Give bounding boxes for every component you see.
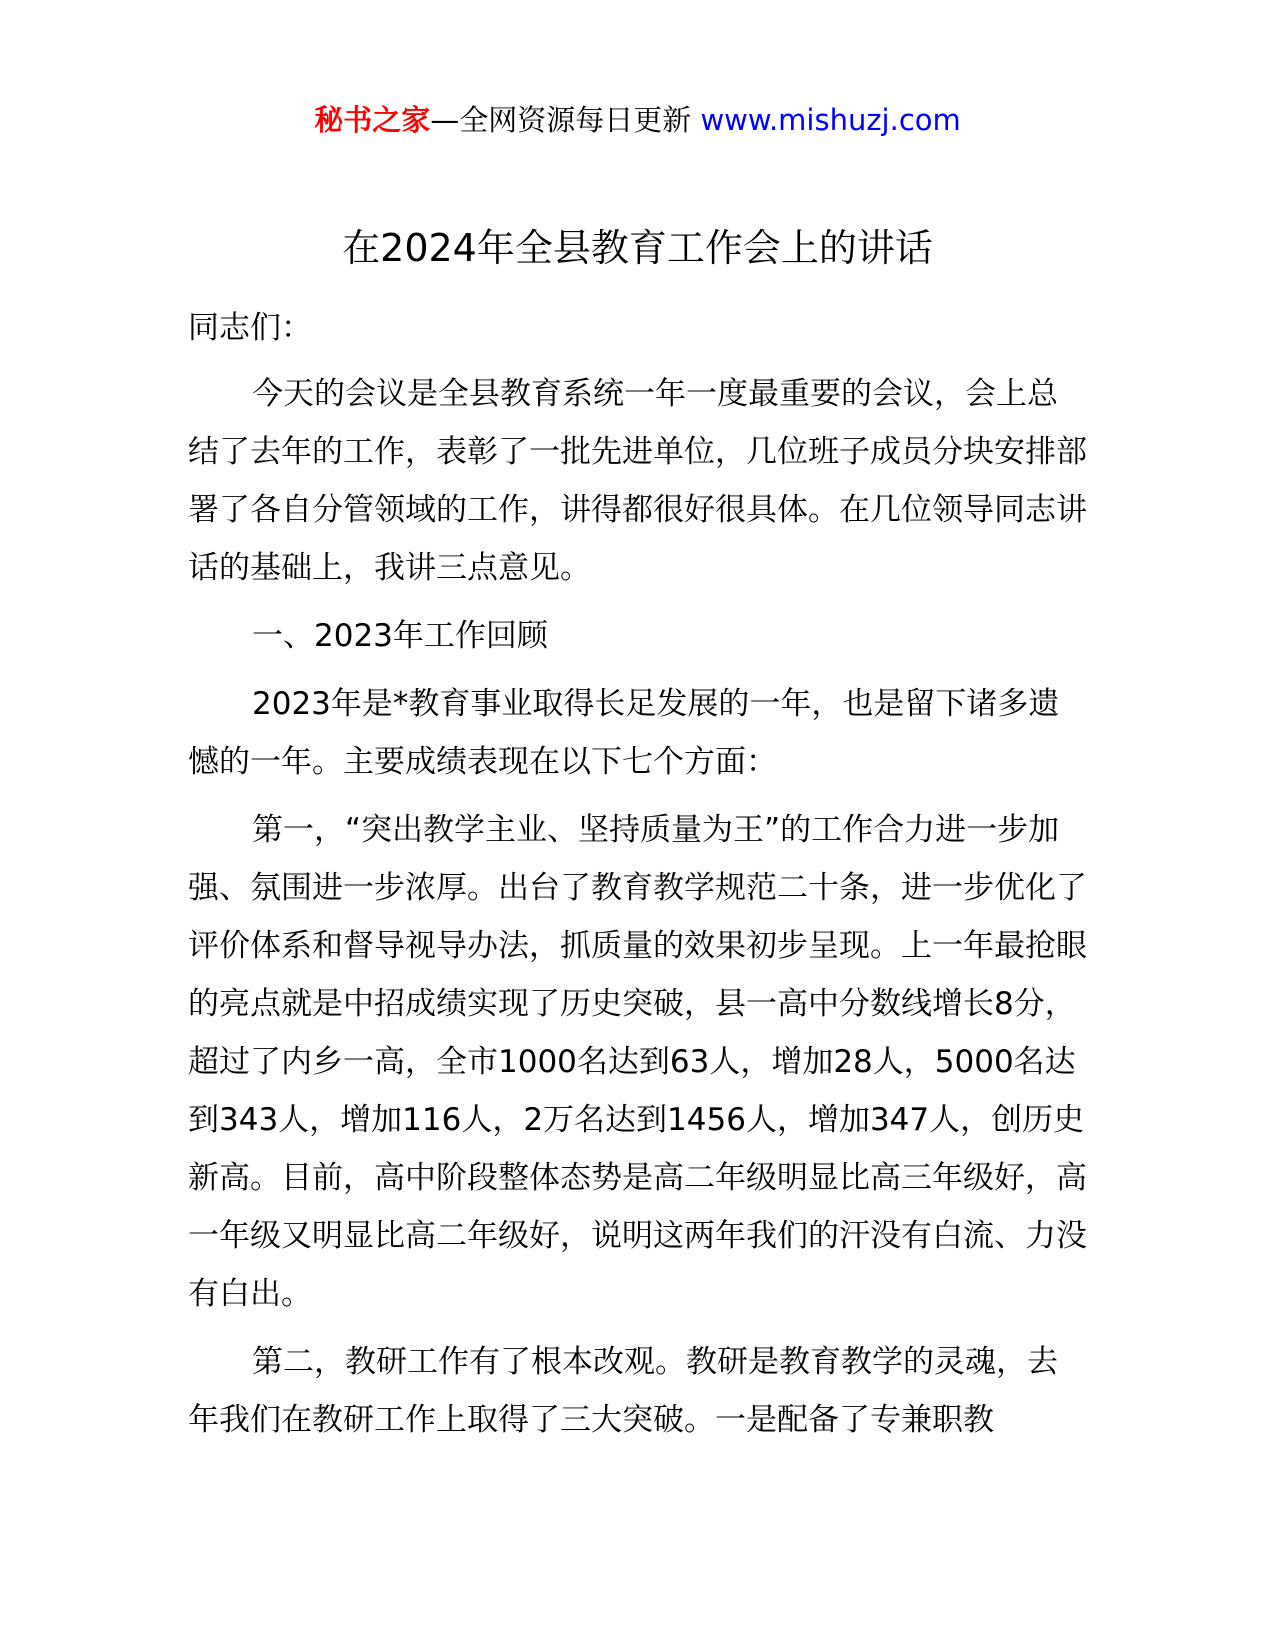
paragraph-intro: 今天的会议是全县教育系统一年一度最重要的会议，会上总结了去年的工作，表彰了一批先进单位，几位班子成员分块安排部署了各自分管领域的工作，讲得都很好很具体。在几位领导同志讲话的基础上，我讲三点意见。 [188,376,1087,586]
header-tagline: —全网资源每日更新 [430,103,692,137]
paragraph-overview: 2023年是*教育事业取得长足发展的一年，也是留下诸多遗憾的一年。主要成绩表现在以下七个方面： [188,686,1060,780]
section-heading: 一、2023年工作回顾 [252,618,548,654]
brand-name: 秘书之家 [314,103,431,137]
site-url-link[interactable]: www.mishuzj.com [700,103,961,137]
salutation: 同志们： [188,310,312,346]
document-body [188,299,1088,1449]
paragraph-first-point: 第一，“突出教学主业、坚持质量为王”的工作合力进一步加强、氛围进一步浓厚。出台了教育教学规范二十条，进一步优化了评价体系和督导视导办法，抓质量的效果初步呈现。上一年最抢眼的亮点就是中招成绩实现了历史突破，县一高中分数线增长8分，超过了内乡一高，全市1000名达到63人，增加28人，5000名达到343人，增加116人，2万名达到1456人，增加347人，创历史新高。目前，高中阶段整体态势是高二年级明显比高三年级好，高一年级又明显比高二年级好，说明这两年我们的汗没有白流、力没有白出。 [188,812,1087,1312]
paragraph-second-point: 第二，教研工作有了根本改观。教研是教育教学的灵魂，去年我们在教研工作上取得了三大突破。一是配备了专兼职教 [188,1344,1058,1438]
document-title: 在2024年全县教育工作会上的讲话 [342,226,933,270]
site-header [0,100,1275,140]
